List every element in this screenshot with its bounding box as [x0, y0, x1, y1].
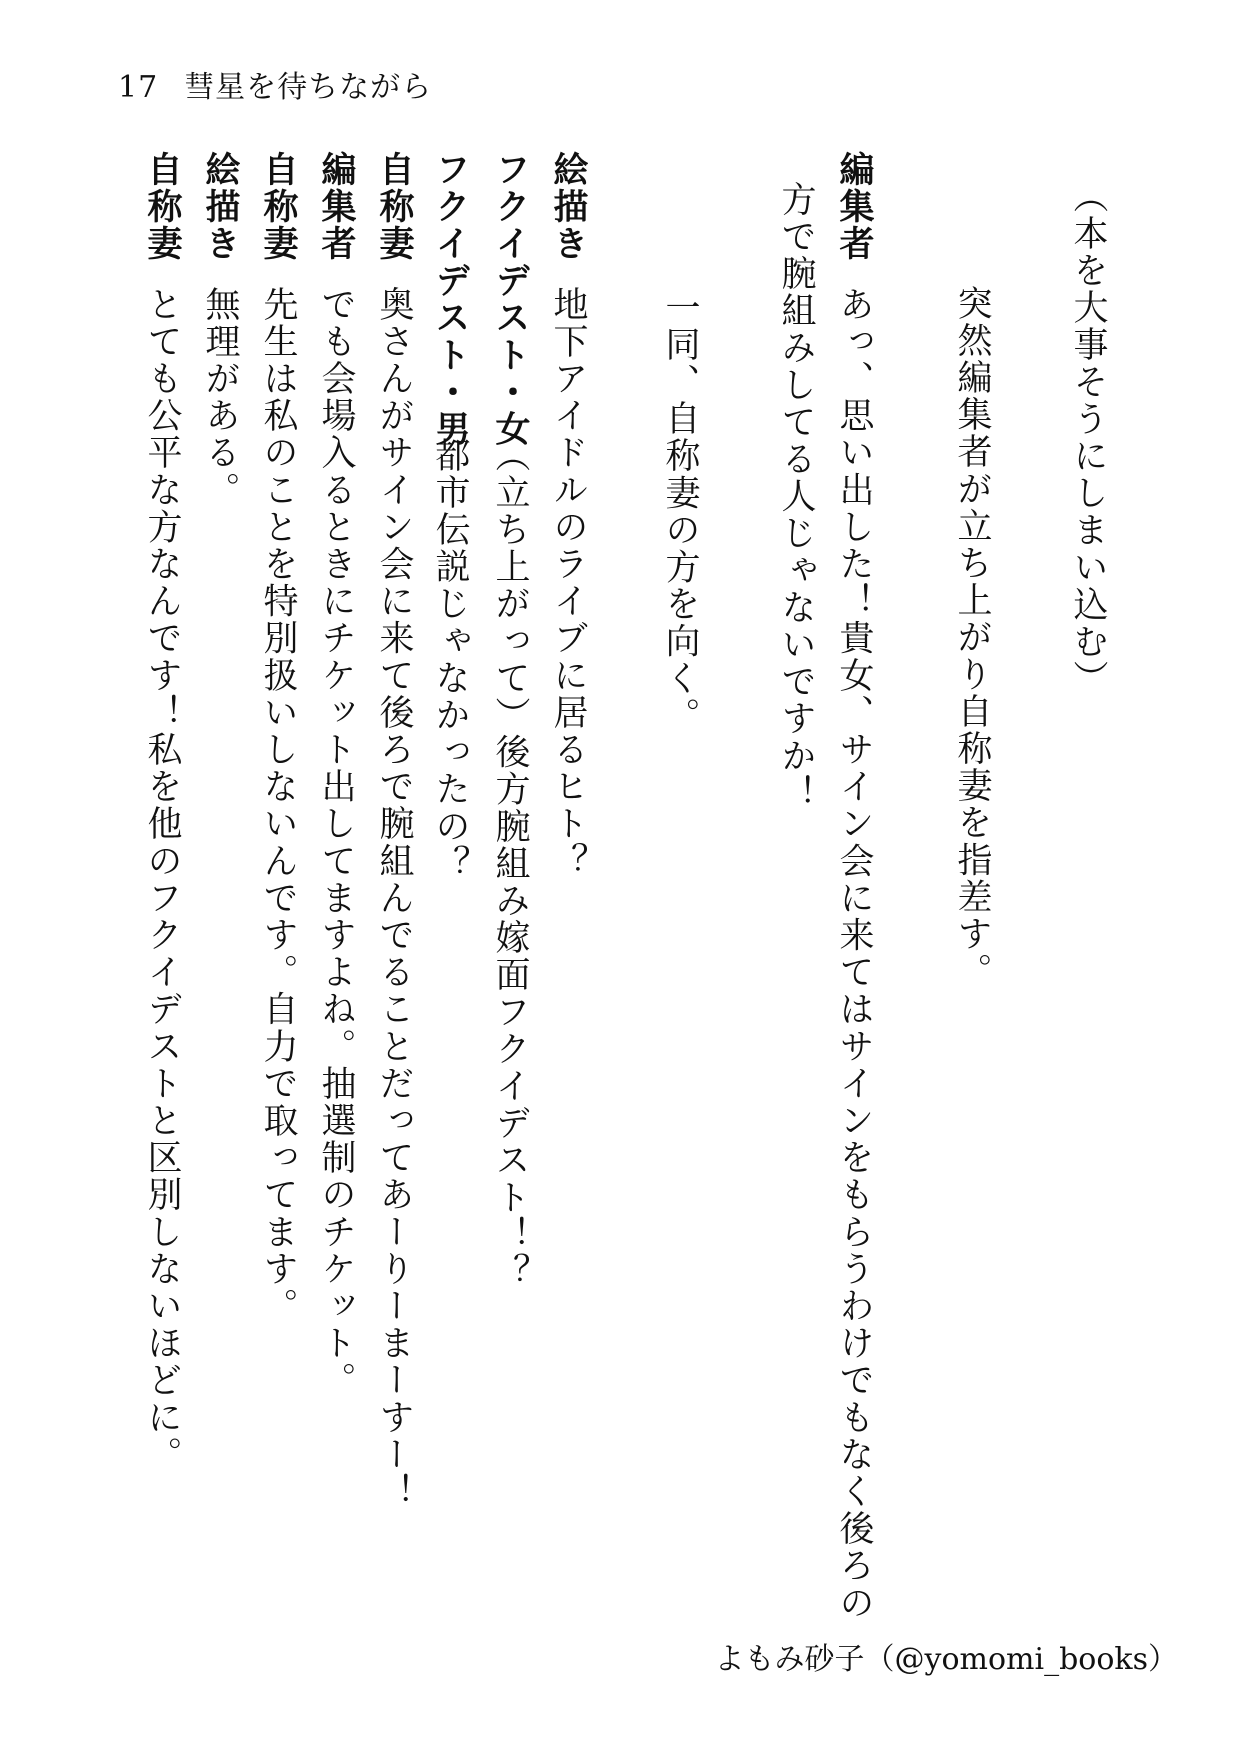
- speaker-wife: 自称妻: [258, 151, 298, 263]
- speaker-fukuidest-male: フクイデスト・男: [430, 151, 470, 448]
- dialogue-text: 先生は私のことを特別扱いしないんです。自力で取ってます。: [258, 286, 298, 1325]
- stage-direction: （本を大事そうにしまい込む）: [1068, 178, 1108, 698]
- author-credit: よもみ砂子（@yomomi_books）: [714, 1642, 1178, 1677]
- speaker-wife: 自称妻: [374, 151, 414, 263]
- dialogue-line: [776, 181, 816, 812]
- stage-direction: 一同、自称妻の方を向く。: [660, 289, 700, 735]
- dialogue-text: あっ、思い出した！貴女、サイン会に来てはサインをもらうわけでもなく後ろの: [834, 286, 874, 1622]
- speaker-editor: 編集者: [316, 151, 356, 263]
- dialogue-text: でも会場入るときにチケット出してますよね。抽選制のチケット。: [316, 286, 356, 1399]
- dialogue-text: 無理がある。: [200, 286, 240, 509]
- dialogue-text: 奥さんがサイン会に来て後ろで腕組んでることだってあーりーまーすー！: [374, 286, 414, 1511]
- page-number: 17: [118, 70, 159, 105]
- dialogue-text-cont: 方で腕組みしてる人じゃないですか！: [776, 181, 816, 812]
- dialogue-line: [834, 286, 874, 1622]
- speaker-editor: 編集者: [834, 151, 874, 263]
- dialogue-text: とても公平な方なんです！私を他のフクイデストと区別しないほどに。: [142, 286, 182, 1474]
- dialogue-text: （立ち上がって）後方腕組み嫁面フクイデスト！？: [490, 437, 530, 1291]
- dialogue-text: 都市伝説じゃなかったの？: [430, 437, 470, 883]
- dialogue-text: 地下アイドルのライブに居るヒト？: [548, 286, 588, 880]
- speaker-artist: 絵描き: [200, 151, 240, 263]
- stage-direction: 突然編集者が立ち上がり自称妻を指差す。: [952, 285, 992, 990]
- book-title: 彗星を待ちながら: [184, 70, 433, 105]
- page-header: [118, 68, 432, 108]
- speaker-artist: 絵描き: [548, 151, 588, 263]
- speaker-wife: 自称妻: [142, 151, 182, 263]
- speaker-fukuidest-female: フクイデスト・女: [490, 151, 530, 448]
